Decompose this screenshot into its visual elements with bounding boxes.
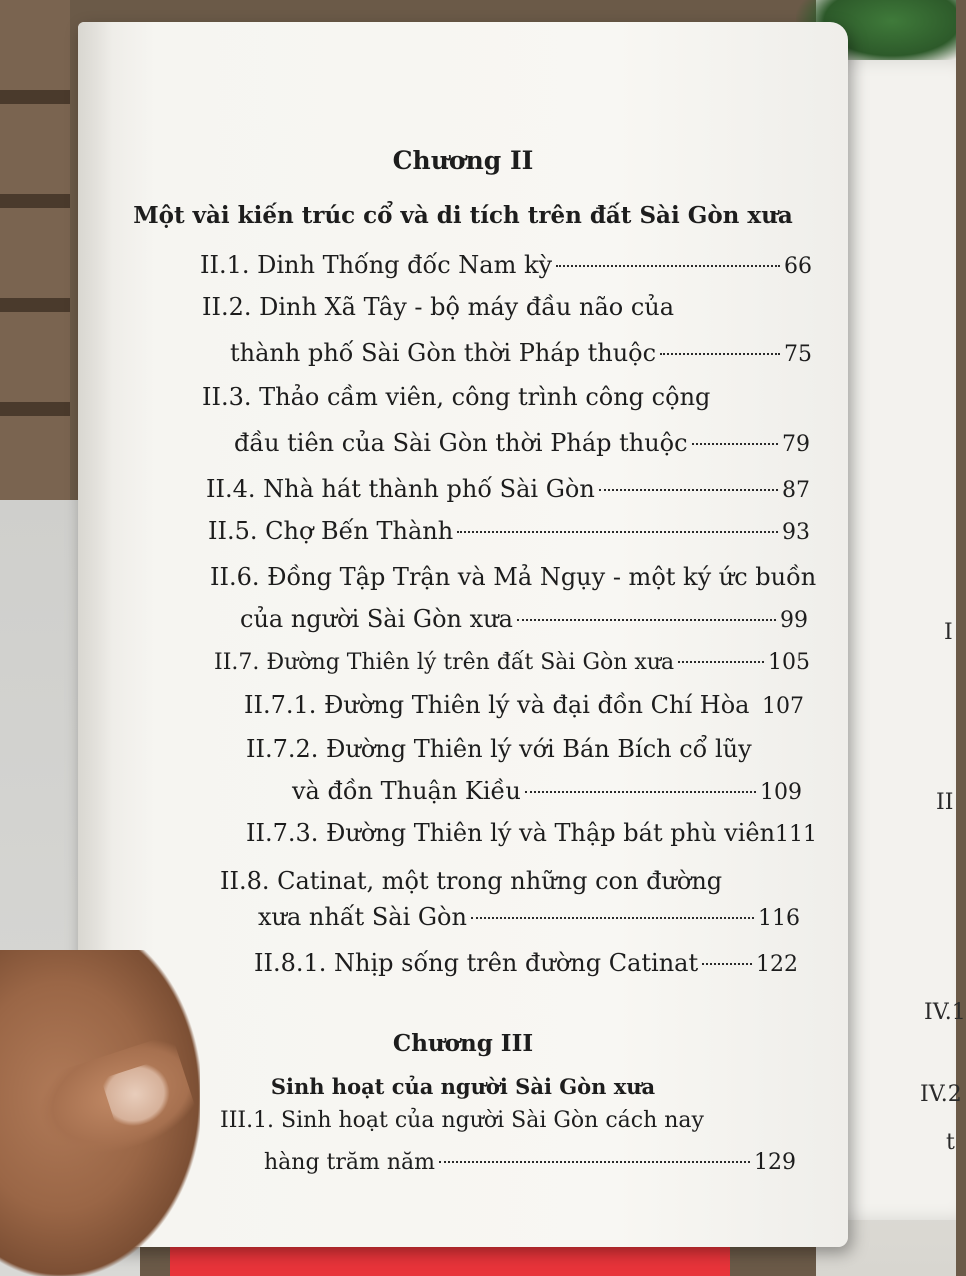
chapter-2-subtitle: Một vài kiến trúc cổ và di tích trên đất Sài Gòn xưa	[133, 202, 793, 229]
toc-entry: II.5. Chợ Bến Thành 93	[208, 516, 810, 548]
right-page-fragment: II	[936, 790, 954, 815]
toc-entry: thành phố Sài Gòn thời Pháp thuộc 75	[230, 338, 812, 370]
toc-entry: II.7. Đường Thiên lý trên đất Sài Gòn xưa 105	[214, 648, 810, 678]
page-number: 105	[768, 650, 810, 675]
page-number: 129	[754, 1150, 796, 1175]
leader-dots	[678, 661, 764, 663]
leader-dots	[660, 353, 780, 355]
page-number: 93	[782, 520, 810, 545]
right-page-fragment: I	[944, 620, 953, 645]
page-number: 99	[780, 608, 808, 633]
leader-dots	[439, 1161, 750, 1163]
right-page-fragment: IV.2	[920, 1082, 962, 1107]
page-number: 66	[784, 254, 812, 279]
leader-dots	[457, 531, 778, 533]
toc-entry: II.7.1. Đường Thiên lý và đại đồn Chí Hòa 107	[244, 690, 804, 722]
chapter-3-subtitle: Sinh hoạt của người Sài Gòn xưa	[270, 1074, 656, 1099]
page-number: 75	[784, 342, 812, 367]
leader-dots	[517, 619, 776, 621]
toc-entry: II.7.3. Đường Thiên lý và Thập bát phù viên 111	[246, 818, 802, 850]
leader-dots	[599, 489, 778, 491]
chapter-3-title: Chương III	[392, 1030, 534, 1057]
bookshelf-background	[0, 0, 70, 520]
page-number: 109	[760, 780, 802, 805]
page-number: 107	[762, 694, 804, 719]
toc-entry: II.7.2. Đường Thiên lý với Bán Bích cổ lũy	[246, 735, 752, 763]
toc-entry: II.4. Nhà hát thành phố Sài Gòn 87	[206, 474, 810, 506]
toc-entry: hàng trăm năm 129	[264, 1148, 796, 1178]
page-number: 87	[782, 478, 810, 503]
right-page-fragment: t	[946, 1130, 955, 1155]
leader-dots	[692, 443, 778, 445]
page-number: 79	[782, 432, 810, 457]
page-number: 116	[758, 906, 800, 931]
toc-entry: và đồn Thuận Kiều 109	[292, 776, 802, 808]
toc-entry: II.3. Thảo cầm viên, công trình công cộng	[202, 383, 711, 411]
leader-dots	[471, 917, 754, 919]
leader-dots	[525, 791, 756, 793]
toc-entry: II.8. Catinat, một trong những con đường	[220, 867, 723, 895]
leader-dots	[556, 265, 780, 267]
chapter-2-title: Chương II	[392, 146, 534, 175]
toc-entry: của người Sài Gòn xưa 99	[240, 604, 808, 636]
toc-entry: II.8.1. Nhịp sống trên đường Catinat 122	[254, 948, 798, 980]
toc-entry: III.1. Sinh hoạt của người Sài Gòn cách nay	[220, 1108, 704, 1133]
toc-entry: xưa nhất Sài Gòn 116	[258, 902, 800, 934]
toc-entry: đầu tiên của Sài Gòn thời Pháp thuộc 79	[234, 428, 810, 460]
page-number: 111	[775, 822, 818, 847]
toc-entry: II.6. Đồng Tập Trận và Mả Ngụy - một ký ức buồn	[210, 563, 817, 591]
toc-entry: II.2. Dinh Xã Tây - bộ máy đầu não của	[202, 293, 675, 321]
right-page-fragment: IV.1	[924, 1000, 966, 1025]
toc-entry: II.1. Dinh Thống đốc Nam kỳ 66	[200, 250, 812, 282]
page-number: 122	[756, 952, 798, 977]
leader-dots	[702, 963, 752, 965]
